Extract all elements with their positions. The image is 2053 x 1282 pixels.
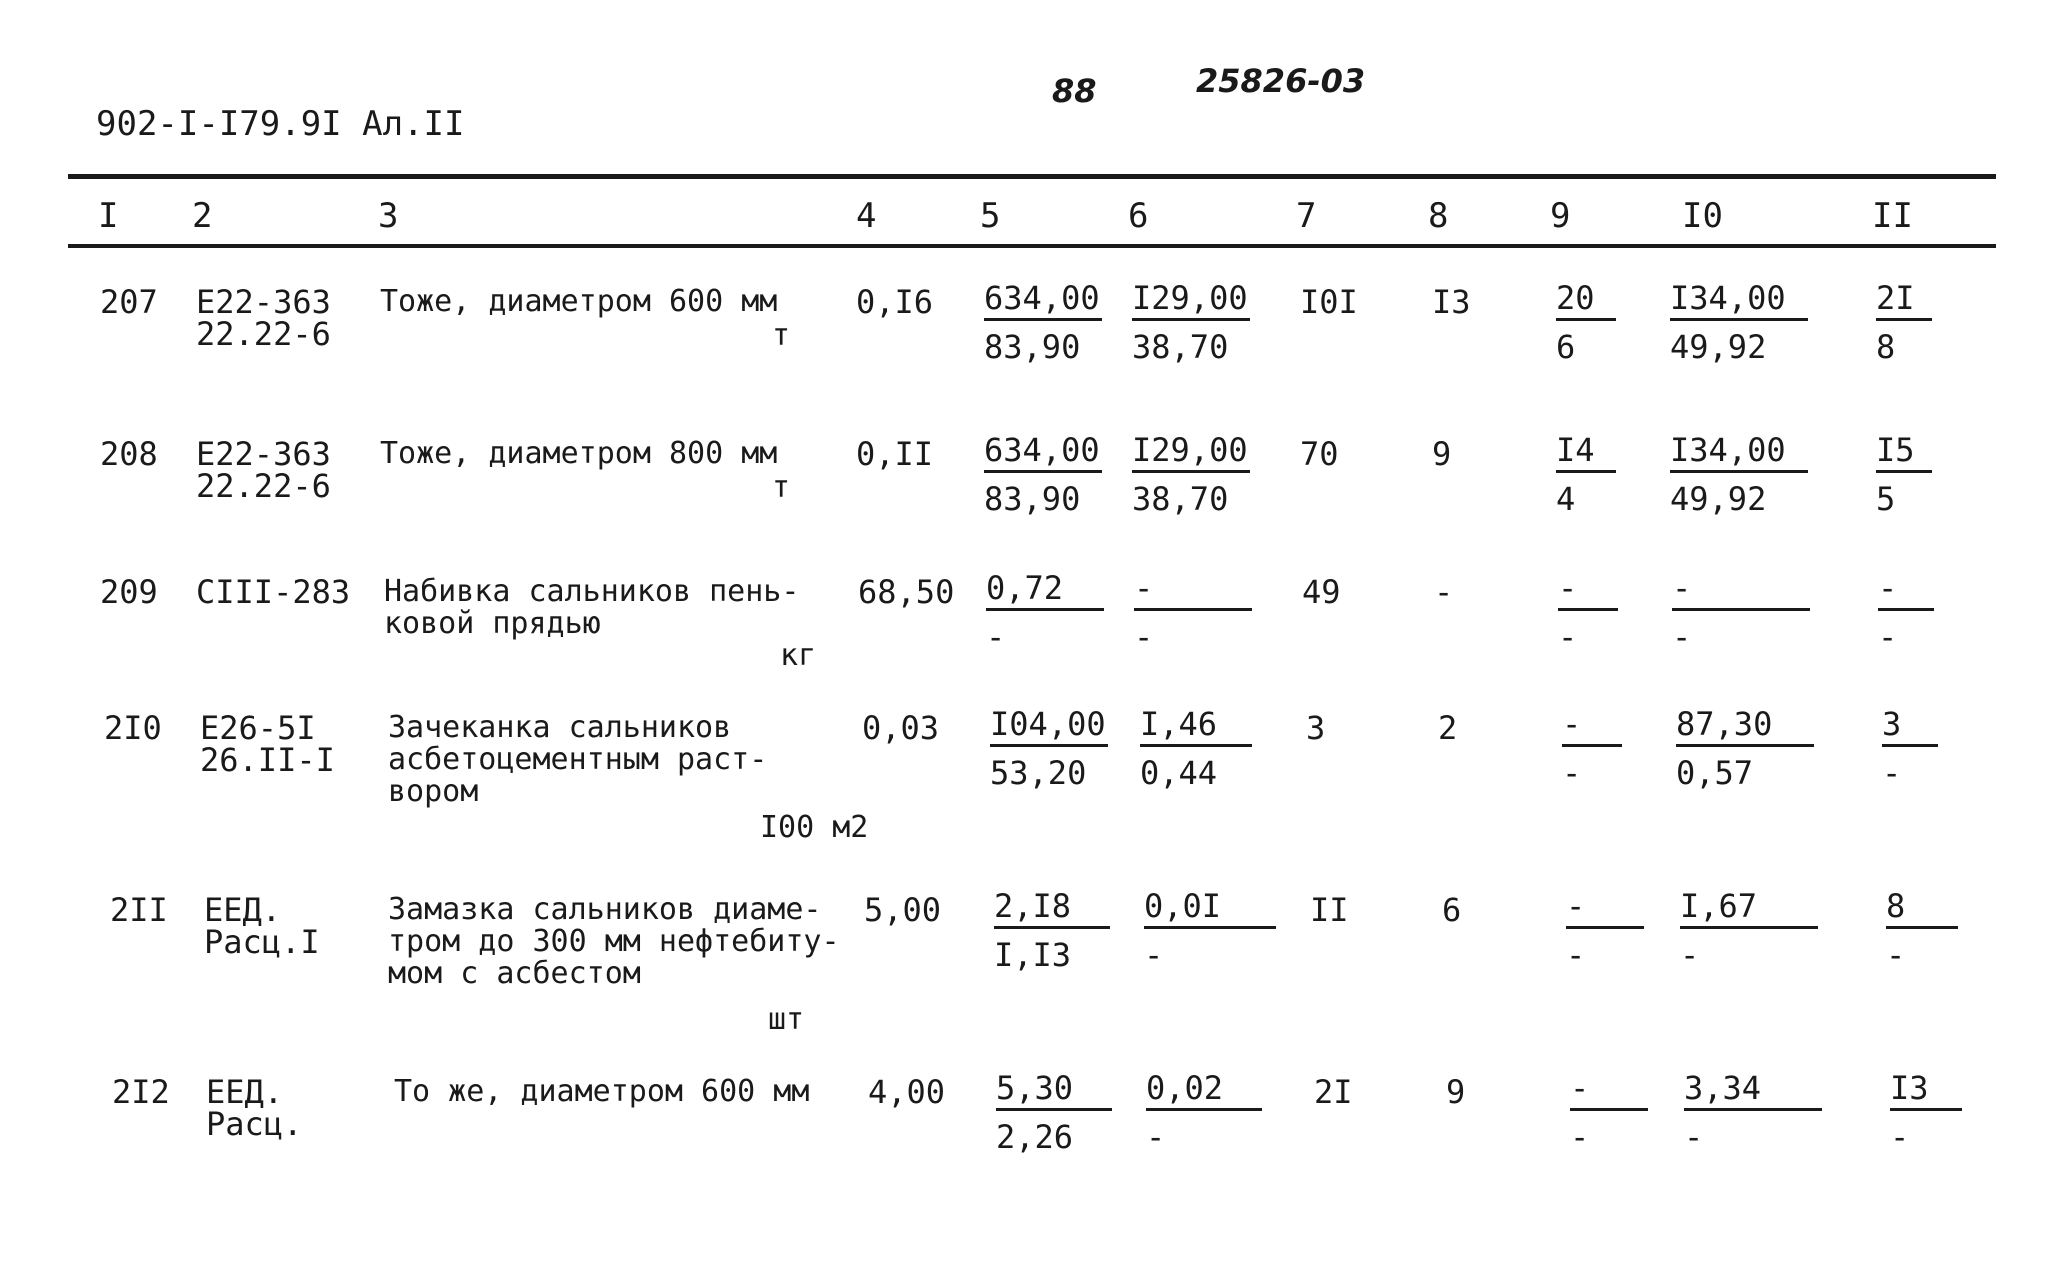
unit-of-measure: кг: [780, 638, 817, 673]
unit-of-measure: т: [772, 318, 791, 353]
col6-denominator: 38,70: [1132, 328, 1229, 366]
col10-value: [1676, 705, 1814, 792]
col10-numerator: I34,00: [1670, 282, 1808, 321]
col9-numerator: -: [1570, 1072, 1648, 1111]
col10-value: [1670, 431, 1808, 518]
col9-denominator: 4: [1556, 480, 1576, 518]
col7-value: 3: [1306, 709, 1326, 747]
col8-value: -: [1434, 573, 1454, 611]
col6-value: [1144, 887, 1276, 974]
col9-denominator: -: [1558, 618, 1578, 656]
col5-value: [990, 705, 1108, 792]
col-header-9: 9: [1550, 196, 1571, 236]
col6-numerator: I,46: [1140, 708, 1252, 747]
col11-numerator: 3: [1882, 708, 1938, 747]
col-header-4: 4: [856, 196, 877, 236]
col7-value: 70: [1300, 435, 1339, 473]
col6-value: [1140, 705, 1252, 792]
col10-value: [1670, 279, 1808, 366]
col6-numerator: 0,02: [1146, 1072, 1262, 1111]
col9-value: [1558, 569, 1618, 656]
document-code: 902-I-I79.9I Ал.II: [96, 104, 465, 144]
norm-code: СIII-283: [196, 573, 351, 611]
col9-denominator: -: [1566, 936, 1586, 974]
col6-numerator: I29,00: [1132, 434, 1250, 473]
archive-stamp: 25826-03: [1196, 62, 1366, 100]
col9-numerator: I4: [1556, 434, 1616, 473]
work-description: То же, диаметром 600 мм: [394, 1074, 810, 1109]
col5-denominator: 83,90: [984, 328, 1081, 366]
col5-denominator: 83,90: [984, 480, 1081, 518]
row-number: 208: [100, 435, 158, 473]
col5-value: [986, 569, 1104, 656]
col11-denominator: 8: [1876, 328, 1896, 366]
col5-numerator: 0,72: [986, 572, 1104, 611]
quantity: 5,00: [864, 891, 942, 929]
quantity: 0,03: [862, 709, 940, 747]
col-header-8: 8: [1428, 196, 1449, 236]
row-number: 2I2: [112, 1073, 170, 1111]
col9-numerator: -: [1566, 890, 1644, 929]
col9-value: [1570, 1069, 1648, 1156]
col11-denominator: -: [1890, 1118, 1910, 1156]
table-top-rule: [68, 174, 1996, 179]
col10-denominator: -: [1684, 1118, 1704, 1156]
work-description: Зачеканка сальников асбетоцементным раст- вором: [388, 710, 768, 809]
col9-denominator: -: [1562, 754, 1582, 792]
col10-denominator: -: [1672, 618, 1692, 656]
col7-value: 49: [1302, 573, 1341, 611]
col5-numerator: 634,00: [984, 282, 1102, 321]
col5-value: [984, 279, 1102, 366]
col11-value: [1882, 705, 1938, 792]
col9-value: [1556, 279, 1616, 366]
col5-numerator: I04,00: [990, 708, 1108, 747]
col9-value: [1556, 431, 1616, 518]
col11-value: [1890, 1069, 1962, 1156]
col11-denominator: 5: [1876, 480, 1896, 518]
col5-value: [996, 1069, 1112, 1156]
col7-value: II: [1310, 891, 1349, 929]
col9-denominator: 6: [1556, 328, 1576, 366]
quantity: 0,I6: [856, 283, 934, 321]
unit-of-measure: т: [772, 470, 791, 505]
col11-value: [1878, 569, 1934, 656]
col11-value: [1876, 279, 1932, 366]
col11-denominator: -: [1882, 754, 1902, 792]
col10-denominator: 0,57: [1676, 754, 1754, 792]
col11-numerator: 8: [1886, 890, 1958, 929]
unit-of-measure: I00 м2: [760, 810, 869, 845]
col5-value: [994, 887, 1110, 974]
col10-denominator: -: [1680, 936, 1700, 974]
col-header-7: 7: [1296, 196, 1317, 236]
norm-code: ЕЕД. Расц.: [206, 1073, 303, 1143]
col11-denominator: -: [1886, 936, 1906, 974]
col9-numerator: 20: [1556, 282, 1616, 321]
work-description: Тоже, диаметром 600 мм: [380, 284, 778, 319]
col11-numerator: I5: [1876, 434, 1932, 473]
col6-value: [1146, 1069, 1262, 1156]
col10-numerator: I34,00: [1670, 434, 1808, 473]
col10-denominator: 49,92: [1670, 480, 1767, 518]
row-number: 2I0: [104, 709, 162, 747]
col10-numerator: 3,34: [1684, 1072, 1822, 1111]
col6-value: [1132, 431, 1250, 518]
col8-value: 9: [1446, 1073, 1466, 1111]
col10-value: [1680, 887, 1818, 974]
work-description: Замазка сальников диаме- тром до 300 мм нефтебиту- мом с асбестом: [388, 892, 840, 991]
col7-value: I0I: [1300, 283, 1358, 321]
col11-value: [1886, 887, 1958, 974]
norm-code: Е26-5I 26.II-I: [200, 709, 335, 779]
col6-denominator: -: [1146, 1118, 1166, 1156]
col5-value: [984, 431, 1102, 518]
col5-denominator: I,I3: [994, 936, 1072, 974]
col6-denominator: -: [1144, 936, 1164, 974]
norm-code: Е22-363 22.22-6: [196, 283, 331, 353]
col9-value: [1562, 705, 1622, 792]
row-number: 207: [100, 283, 158, 321]
col5-denominator: 2,26: [996, 1118, 1074, 1156]
col6-numerator: -: [1134, 572, 1252, 611]
col11-value: [1876, 431, 1932, 518]
header-bottom-rule: [68, 244, 1996, 248]
work-description: Тоже, диаметром 800 мм: [380, 436, 778, 471]
col9-numerator: -: [1558, 572, 1618, 611]
norm-code: Е22-363 22.22-6: [196, 435, 331, 505]
col5-numerator: 5,30: [996, 1072, 1112, 1111]
row-number: 209: [100, 573, 158, 611]
col-header-5: 5: [980, 196, 1001, 236]
col10-numerator: 87,30: [1676, 708, 1814, 747]
col6-value: [1132, 279, 1250, 366]
quantity: 4,00: [868, 1073, 946, 1111]
col6-value: [1134, 569, 1252, 656]
col9-denominator: -: [1570, 1118, 1590, 1156]
norm-code: ЕЕД. Расц.I: [204, 891, 320, 961]
col5-numerator: 634,00: [984, 434, 1102, 473]
col8-value: I3: [1432, 283, 1471, 321]
col10-denominator: 49,92: [1670, 328, 1767, 366]
col6-denominator: -: [1134, 618, 1154, 656]
col-header-1: I: [98, 196, 119, 236]
quantity: 0,II: [856, 435, 934, 473]
col-header-11: II: [1872, 196, 1913, 236]
col10-value: [1672, 569, 1810, 656]
col6-denominator: 0,44: [1140, 754, 1218, 792]
work-description: Набивка сальников пень- ковой прядью: [384, 574, 800, 641]
col6-denominator: 38,70: [1132, 480, 1229, 518]
col8-value: 6: [1442, 891, 1462, 929]
col10-numerator: -: [1672, 572, 1810, 611]
col9-value: [1566, 887, 1644, 974]
col-header-6: 6: [1128, 196, 1149, 236]
page-number: 88: [1052, 72, 1097, 110]
col7-value: 2I: [1314, 1073, 1353, 1111]
col11-denominator: -: [1878, 618, 1898, 656]
col11-numerator: I3: [1890, 1072, 1962, 1111]
col8-value: 2: [1438, 709, 1458, 747]
col10-numerator: I,67: [1680, 890, 1818, 929]
col5-denominator: -: [986, 618, 1006, 656]
row-number: 2II: [110, 891, 168, 929]
col5-numerator: 2,I8: [994, 890, 1110, 929]
unit-of-measure: шт: [768, 1002, 805, 1037]
col-header-10: I0: [1682, 196, 1723, 236]
col9-numerator: -: [1562, 708, 1622, 747]
quantity: 68,50: [858, 573, 955, 611]
col5-denominator: 53,20: [990, 754, 1087, 792]
col11-numerator: -: [1878, 572, 1934, 611]
col6-numerator: 0,0I: [1144, 890, 1276, 929]
col-header-2: 2: [192, 196, 213, 236]
col10-value: [1684, 1069, 1822, 1156]
col-header-3: 3: [378, 196, 399, 236]
col6-numerator: I29,00: [1132, 282, 1250, 321]
col11-numerator: 2I: [1876, 282, 1932, 321]
col8-value: 9: [1432, 435, 1452, 473]
